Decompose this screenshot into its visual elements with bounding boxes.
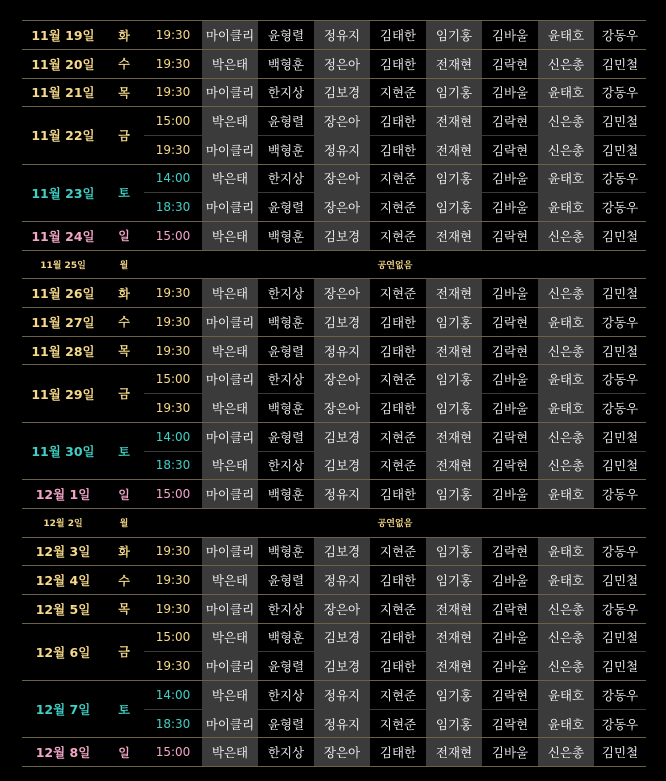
day-cell <box>104 0 144 21</box>
cast-member: 김락현 <box>482 594 538 623</box>
cast-member: 김바울 <box>482 623 538 652</box>
cast-member: 김민철 <box>594 279 646 308</box>
cast-member: 정유지 <box>314 681 370 710</box>
schedule-row <box>22 594 646 623</box>
cast-member: 김바울 <box>482 78 538 107</box>
cast-member: 윤형렬 <box>258 422 314 451</box>
cast-member: 한지상 <box>258 78 314 107</box>
schedule-row <box>22 21 646 50</box>
day-cell: 토 <box>104 422 144 479</box>
show-time: 19:30 <box>144 308 202 337</box>
cast-member: 김보경 <box>314 652 370 681</box>
schedule-row <box>22 623 646 652</box>
cast-member: 백형훈 <box>258 49 314 78</box>
cast-member: 김태한 <box>370 480 426 509</box>
cast-member: 임기홍 <box>426 365 482 394</box>
cast-member: 지현준 <box>370 78 426 107</box>
cast-member: 백형훈 <box>258 308 314 337</box>
cast-member: 윤형렬 <box>258 336 314 365</box>
cast-member: 정유지 <box>314 135 370 164</box>
cast-member: 마이클리 <box>202 594 258 623</box>
schedule-row <box>22 107 646 136</box>
schedule-row <box>22 336 646 365</box>
show-time: 19:30 <box>144 49 202 78</box>
day-cell: 화 <box>104 537 144 566</box>
cast-member: 윤태호 <box>538 78 594 107</box>
cast-member: 김바울 <box>482 480 538 509</box>
cast-member: 김태한 <box>370 623 426 652</box>
cast-member: 임기홍 <box>426 394 482 423</box>
day-cell: 토 <box>104 681 144 738</box>
show-time: 15:00 <box>144 738 202 767</box>
cast-member: 김태한 <box>370 566 426 595</box>
cast-member: 김민철 <box>594 451 646 480</box>
show-time: 19:30 <box>144 652 202 681</box>
cast-member: 정은아 <box>314 49 370 78</box>
date-cell: 12월 3일 <box>22 537 104 566</box>
cast-member: 백형훈 <box>258 537 314 566</box>
cast-member: 마이클리 <box>202 365 258 394</box>
schedule-row <box>22 78 646 107</box>
cast-member: 김민철 <box>594 566 646 595</box>
cast-member: 정유지 <box>314 336 370 365</box>
cast-member: 임기홍 <box>426 566 482 595</box>
schedule-row <box>22 308 646 337</box>
cast-member: 김락현 <box>482 222 538 251</box>
cast-member: 김락현 <box>482 422 538 451</box>
cast-member: 김민철 <box>594 135 646 164</box>
cast-member: 김바울 <box>482 566 538 595</box>
show-time: 18:30 <box>144 709 202 738</box>
cast-member: 전재현 <box>426 594 482 623</box>
cast-member: 윤형렬 <box>258 566 314 595</box>
cast-member: 정유지 <box>314 480 370 509</box>
day-cell: 수 <box>104 566 144 595</box>
date-cell: 11월 26일 <box>22 279 104 308</box>
cast-member: 박은태 <box>202 566 258 595</box>
date-cell: 12월 6일 <box>22 623 104 680</box>
cast-member: 마이클리 <box>202 652 258 681</box>
cast-member: 임기홍 <box>426 21 482 50</box>
cast-member: 한지상 <box>258 594 314 623</box>
cast-member: 지현준 <box>370 164 426 193</box>
cast-member: 장은아 <box>314 394 370 423</box>
cast-member: 신은총 <box>538 222 594 251</box>
cast-member: 신은총 <box>538 107 594 136</box>
cast-member: 지현준 <box>370 709 426 738</box>
cast-member: 신은총 <box>538 422 594 451</box>
cast-member: 김보경 <box>314 78 370 107</box>
day-cell: 수 <box>104 308 144 337</box>
cast-member: 박은태 <box>202 451 258 480</box>
show-time: 18:30 <box>144 193 202 222</box>
schedule-row <box>22 222 646 251</box>
show-time: 19:30 <box>144 135 202 164</box>
cast-member: 신은총 <box>538 135 594 164</box>
cast-member: 윤형렬 <box>258 193 314 222</box>
day-cell: 금 <box>104 365 144 422</box>
show-time: 19:30 <box>144 279 202 308</box>
cast-member: 김락현 <box>482 135 538 164</box>
cast-member: 정유지 <box>314 21 370 50</box>
day-cell: 일 <box>104 738 144 767</box>
date-cell: 11월 20일 <box>22 49 104 78</box>
day-cell: 월 <box>104 250 144 279</box>
cast-member: 전재현 <box>426 336 482 365</box>
cast-member: 김민철 <box>594 738 646 767</box>
cast-member: 임기홍 <box>426 164 482 193</box>
day-cell: 월 <box>104 508 144 537</box>
cast-member: 신은총 <box>538 49 594 78</box>
cast-member: 윤태호 <box>538 709 594 738</box>
cast-member: 마이클리 <box>202 480 258 509</box>
cast-member: 박은태 <box>202 222 258 251</box>
day-cell: 목 <box>104 78 144 107</box>
cast-member: 윤태호 <box>538 480 594 509</box>
cast-member: 강동우 <box>594 308 646 337</box>
cast-member: 김태한 <box>370 394 426 423</box>
cast-member: 강동우 <box>594 21 646 50</box>
cast-member: 전재현 <box>426 107 482 136</box>
cast-member: 김바울 <box>482 279 538 308</box>
cast-member: 임기홍 <box>426 308 482 337</box>
cast-member: 한지상 <box>258 451 314 480</box>
schedule-row <box>22 164 646 193</box>
schedule-row-off <box>22 508 646 537</box>
cast-member: 마이클리 <box>202 709 258 738</box>
cast-member: 전재현 <box>426 652 482 681</box>
cast-member: 신은총 <box>538 623 594 652</box>
date-cell <box>22 0 104 21</box>
cast-member: 윤형렬 <box>258 107 314 136</box>
cast-member: 김태한 <box>370 308 426 337</box>
day-cell: 목 <box>104 336 144 365</box>
show-time: 18:30 <box>144 451 202 480</box>
cast-member: 장은아 <box>314 365 370 394</box>
cast-member: 임기홍 <box>426 480 482 509</box>
cast-member: 박은태 <box>202 336 258 365</box>
cast-member: 신은총 <box>538 652 594 681</box>
cast-member: 정유지 <box>314 709 370 738</box>
day-cell: 일 <box>104 222 144 251</box>
schedule-row <box>22 422 646 451</box>
cast-member: 지현준 <box>370 279 426 308</box>
day-cell: 토 <box>104 164 144 221</box>
cast-member: 김보경 <box>314 537 370 566</box>
date-cell: 11월 24일 <box>22 222 104 251</box>
date-cell: 11월 23일 <box>22 164 104 221</box>
cast-member: 김보경 <box>314 451 370 480</box>
schedule-row <box>22 49 646 78</box>
cast-member: 김민철 <box>594 623 646 652</box>
cast-member: 마이클리 <box>202 78 258 107</box>
schedule-row <box>22 681 646 710</box>
schedule-row <box>22 365 646 394</box>
cast-member: 지현준 <box>370 422 426 451</box>
cast-member: 김태한 <box>370 135 426 164</box>
show-time: 15:00 <box>144 222 202 251</box>
show-time: 15:00 <box>144 107 202 136</box>
cast-member: 지현준 <box>370 222 426 251</box>
cast-member: 김락현 <box>482 681 538 710</box>
cast-member: 강동우 <box>594 480 646 509</box>
cast-member: 김보경 <box>314 222 370 251</box>
schedule-row <box>22 480 646 509</box>
cast-member: 정유지 <box>314 566 370 595</box>
cast-member: 백형훈 <box>258 394 314 423</box>
cast-member: 윤태호 <box>538 164 594 193</box>
cast-member: 박은태 <box>202 394 258 423</box>
schedule-row-off <box>22 250 646 279</box>
cast-member: 박은태 <box>202 164 258 193</box>
show-time: 14:00 <box>144 164 202 193</box>
cast-member: 장은아 <box>314 594 370 623</box>
cast-member: 마이클리 <box>202 308 258 337</box>
cast-member: 강동우 <box>594 709 646 738</box>
cast-member: 김락현 <box>482 336 538 365</box>
cast-member: 강동우 <box>594 193 646 222</box>
cast-member: 김보경 <box>314 623 370 652</box>
date-cell: 12월 1일 <box>22 480 104 509</box>
show-time: 15:00 <box>144 623 202 652</box>
cast-member: 김민철 <box>594 422 646 451</box>
day-cell: 금 <box>104 623 144 680</box>
cast-member: 마이클리 <box>202 537 258 566</box>
cast-member: 전재현 <box>426 135 482 164</box>
date-cell: 11월 22일 <box>22 107 104 164</box>
date-cell: 12월 4일 <box>22 566 104 595</box>
cast-member: 박은태 <box>202 623 258 652</box>
cast-member: 한지상 <box>258 738 314 767</box>
show-time: 19:30 <box>144 336 202 365</box>
schedule-row <box>22 738 646 767</box>
cast-member: 김락현 <box>482 308 538 337</box>
show-time: 19:30 <box>144 78 202 107</box>
day-cell: 일 <box>104 480 144 509</box>
no-performance-notice <box>144 0 646 21</box>
no-performance-notice: 공연없음 <box>144 250 646 279</box>
cast-member: 김보경 <box>314 308 370 337</box>
cast-member: 김보경 <box>314 422 370 451</box>
cast-member: 김바울 <box>482 652 538 681</box>
cast-member: 김바울 <box>482 394 538 423</box>
cast-member: 지현준 <box>370 537 426 566</box>
cast-member: 박은태 <box>202 107 258 136</box>
cast-member: 마이클리 <box>202 193 258 222</box>
cast-member: 장은아 <box>314 193 370 222</box>
day-cell: 목 <box>104 594 144 623</box>
cast-member: 장은아 <box>314 164 370 193</box>
cast-member: 박은태 <box>202 49 258 78</box>
cast-member: 전재현 <box>426 222 482 251</box>
date-cell: 11월 30일 <box>22 422 104 479</box>
cast-member: 전재현 <box>426 451 482 480</box>
cast-member: 지현준 <box>370 365 426 394</box>
show-time: 14:00 <box>144 422 202 451</box>
cast-member: 신은총 <box>538 738 594 767</box>
cast-member: 김태한 <box>370 336 426 365</box>
schedule-row-off <box>22 0 646 21</box>
schedule-row <box>22 566 646 595</box>
cast-member: 김바울 <box>482 164 538 193</box>
date-cell: 11월 21일 <box>22 78 104 107</box>
date-cell: 12월 7일 <box>22 681 104 738</box>
cast-member: 강동우 <box>594 537 646 566</box>
day-cell: 금 <box>104 107 144 164</box>
cast-member: 김락현 <box>482 451 538 480</box>
cast-member: 임기홍 <box>426 78 482 107</box>
cast-member: 한지상 <box>258 164 314 193</box>
cast-member: 임기홍 <box>426 193 482 222</box>
cast-member: 지현준 <box>370 594 426 623</box>
cast-member: 박은태 <box>202 681 258 710</box>
cast-member: 박은태 <box>202 279 258 308</box>
cast-member: 김태한 <box>370 652 426 681</box>
date-cell: 11월 25일 <box>22 250 104 279</box>
cast-member: 백형훈 <box>258 222 314 251</box>
cast-member: 백형훈 <box>258 135 314 164</box>
cast-member: 전재현 <box>426 49 482 78</box>
cast-member: 김바울 <box>482 738 538 767</box>
show-time: 15:00 <box>144 480 202 509</box>
cast-member: 윤태호 <box>538 566 594 595</box>
cast-member: 임기홍 <box>426 709 482 738</box>
cast-member: 김민철 <box>594 107 646 136</box>
show-time: 19:30 <box>144 594 202 623</box>
cast-member: 김태한 <box>370 107 426 136</box>
date-cell: 12월 8일 <box>22 738 104 767</box>
show-time: 19:30 <box>144 394 202 423</box>
cast-member: 한지상 <box>258 681 314 710</box>
cast-member: 윤형렬 <box>258 709 314 738</box>
date-cell: 11월 19일 <box>22 21 104 50</box>
cast-member: 윤태호 <box>538 193 594 222</box>
cast-member: 김락현 <box>482 709 538 738</box>
cast-member: 김락현 <box>482 49 538 78</box>
schedule-row <box>22 279 646 308</box>
cast-member: 마이클리 <box>202 135 258 164</box>
cast-member: 김민철 <box>594 652 646 681</box>
cast-member: 윤형렬 <box>258 21 314 50</box>
cast-member: 김태한 <box>370 21 426 50</box>
cast-member: 백형훈 <box>258 480 314 509</box>
cast-member: 임기홍 <box>426 681 482 710</box>
cast-member: 강동우 <box>594 365 646 394</box>
day-cell: 화 <box>104 279 144 308</box>
cast-member: 김민철 <box>594 222 646 251</box>
cast-member: 전재현 <box>426 738 482 767</box>
no-performance-notice: 공연없음 <box>144 508 646 537</box>
show-time: 19:30 <box>144 537 202 566</box>
cast-member: 김락현 <box>482 107 538 136</box>
cast-member: 김태한 <box>370 738 426 767</box>
show-time: 14:00 <box>144 681 202 710</box>
cast-member: 윤태호 <box>538 21 594 50</box>
cast-member: 강동우 <box>594 78 646 107</box>
cast-member: 전재현 <box>426 279 482 308</box>
cast-member: 전재현 <box>426 422 482 451</box>
cast-member: 지현준 <box>370 193 426 222</box>
date-cell: 11월 29일 <box>22 365 104 422</box>
cast-member: 박은태 <box>202 738 258 767</box>
date-cell: 11월 27일 <box>22 308 104 337</box>
cast-member: 강동우 <box>594 681 646 710</box>
cast-member: 전재현 <box>426 623 482 652</box>
cast-member: 한지상 <box>258 279 314 308</box>
cast-member: 백형훈 <box>258 623 314 652</box>
cast-member: 신은총 <box>538 594 594 623</box>
schedule-body <box>22 0 646 767</box>
cast-member: 김바울 <box>482 365 538 394</box>
cast-member: 한지상 <box>258 365 314 394</box>
cast-member: 김바울 <box>482 193 538 222</box>
cast-member: 지현준 <box>370 451 426 480</box>
cast-member: 윤태호 <box>538 681 594 710</box>
cast-member: 김민철 <box>594 49 646 78</box>
cast-member: 윤형렬 <box>258 652 314 681</box>
show-time: 19:30 <box>144 566 202 595</box>
cast-member: 장은아 <box>314 279 370 308</box>
cast-member: 김바울 <box>482 21 538 50</box>
cast-member: 윤태호 <box>538 365 594 394</box>
cast-member: 강동우 <box>594 394 646 423</box>
cast-member: 마이클리 <box>202 21 258 50</box>
cast-member: 윤태호 <box>538 394 594 423</box>
cast-member: 신은총 <box>538 451 594 480</box>
cast-member: 윤태호 <box>538 308 594 337</box>
cast-member: 장은아 <box>314 738 370 767</box>
date-cell: 11월 28일 <box>22 336 104 365</box>
cast-member: 강동우 <box>594 164 646 193</box>
show-time: 15:00 <box>144 365 202 394</box>
day-cell: 화 <box>104 21 144 50</box>
cast-member: 지현준 <box>370 681 426 710</box>
date-cell: 12월 5일 <box>22 594 104 623</box>
schedule-row <box>22 537 646 566</box>
performance-schedule-table <box>22 0 646 767</box>
date-cell: 12월 2일 <box>22 508 104 537</box>
cast-member: 신은총 <box>538 336 594 365</box>
cast-member: 신은총 <box>538 279 594 308</box>
show-time: 19:30 <box>144 21 202 50</box>
cast-member: 강동우 <box>594 594 646 623</box>
day-cell: 수 <box>104 49 144 78</box>
cast-member: 윤태호 <box>538 537 594 566</box>
cast-member: 마이클리 <box>202 422 258 451</box>
cast-member: 임기홍 <box>426 537 482 566</box>
cast-member: 김태한 <box>370 49 426 78</box>
cast-member: 김락현 <box>482 537 538 566</box>
cast-member: 김민철 <box>594 336 646 365</box>
cast-member: 장은아 <box>314 107 370 136</box>
